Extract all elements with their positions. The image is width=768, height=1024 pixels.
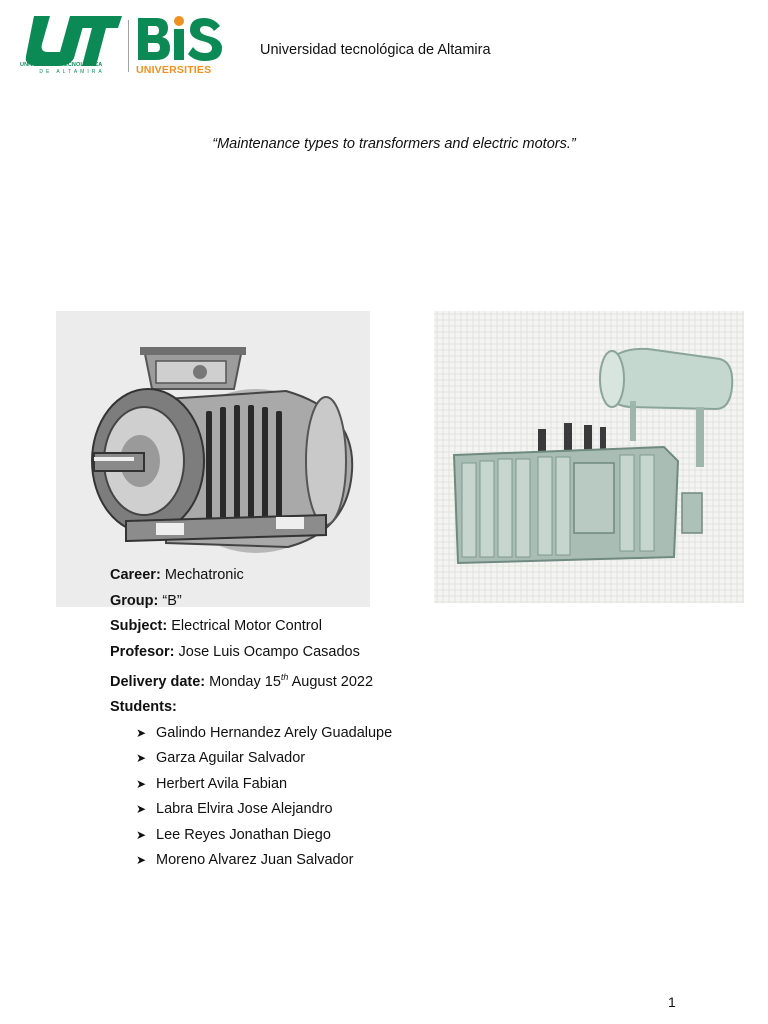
student-item	[136, 721, 392, 747]
career-value: Mechatronic	[164, 567, 244, 583]
arrowhead-bullet-icon: ➤	[136, 853, 147, 868]
delivery-date-row	[110, 665, 392, 695]
delivery-date-label: Delivery date:	[110, 673, 206, 690]
career-row	[110, 563, 392, 589]
student-item	[136, 848, 392, 874]
subject-label: Subject:	[110, 618, 168, 634]
bis-logo-subtitle: UNIVERSITIES	[136, 64, 212, 76]
arrowhead-bullet-icon: ➤	[136, 802, 147, 817]
power-transformer-illustration	[434, 311, 744, 603]
document-title: “Maintenance types to transformers and electric motors.”	[212, 136, 576, 152]
students-heading-row	[110, 695, 392, 721]
group-value: “B”	[162, 592, 182, 609]
ut-logo-line2: DE ALTAMIRA	[39, 69, 105, 75]
student-item	[136, 823, 392, 849]
subject-value: Electrical Motor Control	[171, 618, 322, 634]
transformer-image	[434, 311, 744, 603]
arrowhead-bullet-icon: ➤	[136, 776, 147, 791]
student-name: Herbert Avila Fabian	[156, 775, 288, 792]
page-number: 1	[668, 994, 676, 1010]
group-label: Group:	[110, 592, 159, 609]
delivery-date-day: Monday 15	[209, 673, 281, 690]
student-item	[136, 746, 392, 772]
subject-row	[110, 614, 392, 640]
info-block	[110, 563, 392, 874]
arrowhead-bullet-icon: ➤	[136, 827, 147, 842]
students-label: Students:	[110, 699, 177, 716]
delivery-date-value	[209, 674, 373, 690]
students-list	[110, 721, 392, 874]
group-row	[110, 589, 392, 615]
university-name: Universidad tecnológica de Altamira	[260, 42, 491, 58]
student-name: Labra Elvira Jose Alejandro	[156, 801, 333, 818]
profesor-row	[110, 640, 392, 666]
profesor-value: Jose Luis Ocampo Casados	[178, 643, 360, 660]
ut-logo-line1: UNIVERSIDAD TECNOLÓGICA	[20, 62, 103, 68]
student-item	[136, 797, 392, 823]
delivery-date-ordinal: th	[280, 672, 289, 682]
arrowhead-bullet-icon: ➤	[136, 751, 147, 766]
arrowhead-bullet-icon: ➤	[136, 725, 147, 740]
logo-divider	[128, 20, 129, 72]
delivery-date-month-year: August 2022	[288, 673, 374, 690]
bis-universities-logo	[134, 14, 230, 78]
profesor-label: Profesor:	[110, 643, 175, 660]
student-name: Garza Aguilar Salvador	[156, 750, 306, 767]
student-name: Moreno Alvarez Juan Salvador	[156, 852, 354, 869]
student-item	[136, 772, 392, 798]
career-label: Career:	[110, 567, 161, 583]
student-name: Lee Reyes Jonathan Diego	[156, 826, 331, 843]
ut-logo	[20, 14, 124, 76]
student-name: Galindo Hernandez Arely Guadalupe	[156, 724, 393, 741]
